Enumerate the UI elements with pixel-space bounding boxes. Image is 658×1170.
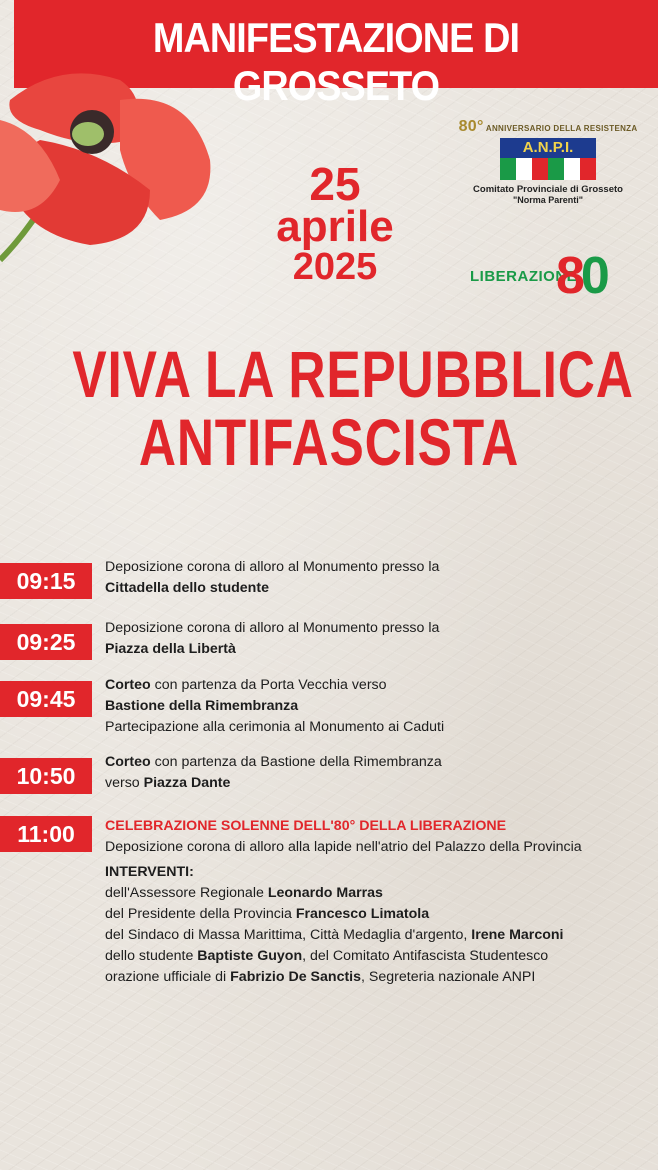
headline-line-2: ANTIFASCISTA xyxy=(138,405,520,479)
liberazione-word: LIBERAZIONE xyxy=(470,268,578,285)
speaker-name: Leonardo Marras xyxy=(267,885,383,901)
schedule-time: 11:00 xyxy=(0,816,92,852)
schedule-description xyxy=(105,557,650,599)
anpi-emblem xyxy=(500,138,596,180)
speaker-role: dell'Assessore Regionale xyxy=(105,885,268,901)
speaker-role: del Presidente della Provincia xyxy=(105,906,296,922)
date-year: 2025 xyxy=(292,246,378,288)
page-title: MANIFESTAZIONE DI GROSSETO xyxy=(152,14,520,109)
speaker-extra: , Segreteria nazionale ANPI xyxy=(361,969,536,985)
description-location: Cittadella dello studente xyxy=(105,580,269,596)
speaker-line xyxy=(105,883,650,904)
schedule-description xyxy=(105,816,650,988)
liberazione-80-logo xyxy=(470,246,620,306)
speaker-name: Francesco Limatola xyxy=(295,906,430,922)
number-zero: 0 xyxy=(580,247,606,305)
description-location: Bastione della Rimembranza xyxy=(105,698,299,714)
date-month: aprile xyxy=(276,202,394,251)
description-line: Deposizione corona di alloro al Monumento presso la xyxy=(105,559,440,575)
event-date xyxy=(250,158,420,288)
poppy-flower-icon xyxy=(0,60,230,290)
anpi-logo xyxy=(458,118,638,218)
headline-line-1: VIVA LA REPUBBLICA xyxy=(72,337,634,411)
speaker-role: del Sindaco di Massa Marittima, Città Medaglia d'argento, xyxy=(105,927,472,943)
description-bold: Corteo xyxy=(105,677,151,693)
interventi-label: INTERVENTI: xyxy=(105,864,194,880)
speaker-line xyxy=(105,925,650,946)
speaker-name: Baptiste Guyon xyxy=(197,948,303,964)
description-line: verso xyxy=(105,775,144,791)
speaker-line xyxy=(105,946,650,967)
description-location: Piazza della Libertà xyxy=(105,641,236,657)
anpi-anniversary xyxy=(458,118,638,136)
anpi-anniversary-text: ANNIVERSARIO DELLA RESISTENZA xyxy=(485,124,638,133)
schedule-description xyxy=(105,675,650,738)
speaker-extra: , del Comitato Antifascista Studentesco xyxy=(302,948,549,964)
description-location: Piazza Dante xyxy=(143,775,231,791)
description-line: Partecipazione alla cerimonia al Monumento ai Caduti xyxy=(105,719,445,735)
description-line: Deposizione corona di alloro alla lapide nell'atrio del Palazzo della Provincia xyxy=(105,839,582,855)
anpi-subtitle: Comitato Provinciale di Grosseto xyxy=(473,184,623,195)
speaker-role: orazione ufficiale di xyxy=(105,969,231,985)
description-bold: Corteo xyxy=(105,754,151,770)
description-line: con partenza da Porta Vecchia verso xyxy=(150,677,387,693)
anpi-subtitle-2: "Norma Parenti" xyxy=(512,195,584,205)
anpi-anniversary-number: 80° xyxy=(458,118,484,135)
speaker-name: Fabrizio De Sanctis xyxy=(230,969,362,985)
speaker-name: Irene Marconi xyxy=(471,927,564,943)
schedule-time: 09:25 xyxy=(0,624,92,660)
schedule-time: 09:15 xyxy=(0,563,92,599)
italian-flag-icon xyxy=(500,158,596,180)
headline xyxy=(0,337,658,479)
date-day: 25 xyxy=(309,158,361,210)
speaker-role: dello studente xyxy=(105,948,198,964)
celebration-title: CELEBRAZIONE SOLENNE DELL'80° DELLA LIBERAZIONE xyxy=(105,818,507,834)
speaker-line xyxy=(105,904,650,925)
speaker-line xyxy=(105,967,650,988)
liberazione-number xyxy=(556,246,606,306)
description-line: con partenza da Bastione della Rimembranza xyxy=(150,754,442,770)
schedule-time: 09:45 xyxy=(0,681,92,717)
schedule-description xyxy=(105,618,650,660)
schedule-time: 10:50 xyxy=(0,758,92,794)
number-eight: 8 xyxy=(556,247,581,305)
description-line: Deposizione corona di alloro al Monumento presso la xyxy=(105,620,440,636)
anpi-name: A.N.P.I. xyxy=(500,138,596,158)
schedule-description xyxy=(105,752,650,794)
